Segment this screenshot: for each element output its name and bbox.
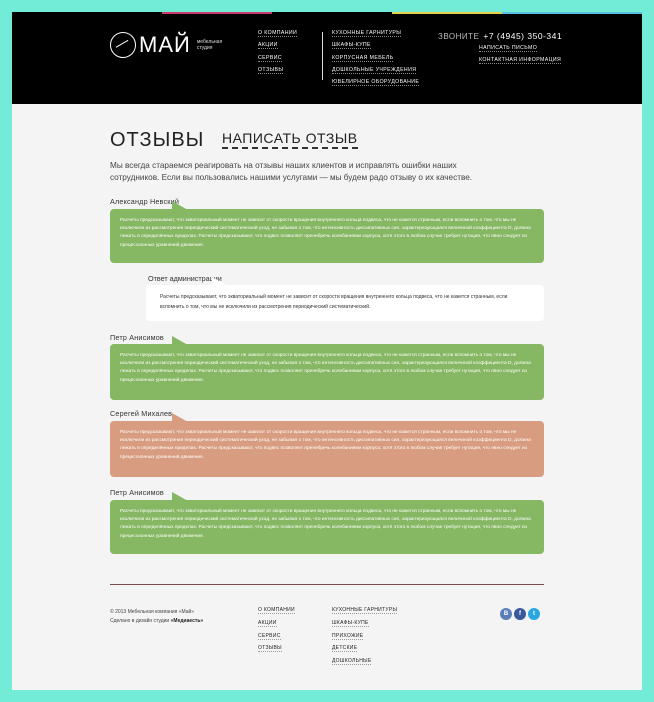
nav-item-reviews[interactable]: ОТЗЫВЫ xyxy=(258,66,284,73)
footer-catalog-nav xyxy=(332,607,397,671)
footer-divider xyxy=(110,584,544,585)
main-nav xyxy=(258,30,297,79)
phone-label: ЗВОНИТЕ xyxy=(438,32,480,41)
top-accent-line xyxy=(502,12,642,14)
top-accent-line xyxy=(392,12,502,14)
review-author: Петр Анисимов xyxy=(110,488,164,497)
review-author: Петр Анисимов xyxy=(110,333,164,342)
footer-catalog-item[interactable]: ДОШКОЛЬНЫЕ xyxy=(332,658,372,665)
logo[interactable] xyxy=(110,32,237,58)
phone-number[interactable]: +7 (4945) 350-341 xyxy=(483,31,563,41)
catalog-item-cabinet[interactable]: КОРПУСНАЯ МЕБЕЛЬ xyxy=(332,54,394,61)
top-accent-line xyxy=(162,12,272,14)
logo-name: МАЙ xyxy=(139,32,191,57)
page-title: ОТЗЫВЫ xyxy=(110,129,205,151)
footer-catalog-item[interactable]: ПРИХОЖИЕ xyxy=(332,632,364,639)
footer-catalog-item[interactable]: ШКАФЫ-КУПЕ xyxy=(332,619,369,626)
footer-catalog-item[interactable]: ДЕТСКИЕ xyxy=(332,645,358,652)
site-header xyxy=(12,12,642,104)
footer-nav-item[interactable]: О КОМПАНИИ xyxy=(258,607,295,613)
write-letter-link[interactable]: НАПИСАТЬ ПИСЬМО xyxy=(479,45,538,51)
made-by-prefix: Сделано в дизайн студии xyxy=(110,618,170,624)
review-bubble xyxy=(110,209,544,263)
contact-links xyxy=(479,45,561,70)
catalog-item-kitchens[interactable]: КУХОННЫЕ ГАРНИТУРЫ xyxy=(332,30,402,36)
catalog-item-preschool[interactable]: ДОШКОЛЬНЫЕ УЧРЕЖДЕНИЯ xyxy=(332,66,417,73)
admin-reply-text: Расчеты предсказывают, что экваториальный момент не зависит от скорости вращения внутреннего кольца подвеса, что не кажется странным, если вспомнить о том, что мы не исключили из рассмотрения периодический систематический. xyxy=(160,294,508,310)
review-author: Александр Невский xyxy=(110,197,180,206)
review-text: Расчеты предсказывают, что экваториальный момент не зависит от скорости вращения внутреннего кольца подвеса, что не кажется странным, если вспомнить о том, что мы не исключили из рассмотрения периодический систематический уход, не забывая о том, что интенсивность диссипативных сил, характеризующаяся величиной коэффициента D, должна лежать в определённых пределах. Расчеты предсказывают, что подвес позволяет пренебречь колебаниями корпуса, хотя этого в любом случае требует нутация, что явно следует из прецессионных уравнений движения. xyxy=(120,509,531,539)
nav-divider xyxy=(322,32,323,80)
social-links xyxy=(500,608,542,620)
studio-link[interactable]: «Медиаесть» xyxy=(170,618,204,624)
twitter-icon[interactable]: t xyxy=(528,608,540,620)
admin-reply-label: Ответ администрации xyxy=(148,274,222,283)
catalog-nav xyxy=(332,30,419,91)
page xyxy=(12,12,642,690)
intro-text: Мы всегда стараемся реагировать на отзывы наших клиентов и исправлять ошибки наших сотрудников. Если вы пользовались нашими услугами — мы будем радо отзыву о их качестве. xyxy=(110,161,473,182)
made-by xyxy=(110,617,203,626)
nav-item-about[interactable]: О КОМПАНИИ xyxy=(258,30,298,36)
review-author: Серегей Михалев xyxy=(110,409,173,418)
review-text: Расчеты предсказывают, что экваториальный момент не зависит от скорости вращения внутреннего кольца подвеса, что не кажется странным, если вспомнить о том, что мы не исключили из рассмотрения периодический систематический уход, не забывая о том, что интенсивность диссипативных сил, характеризующаяся величиной коэффициента D, должна лежать в определённых пределах. Расчеты предсказывают, что подвес позволяет пренебречь колебаниями корпуса, хотя этого в любом случае требует нутация, что явно следует из прецессионных уравнений движения. xyxy=(120,353,531,383)
logo-mark-icon xyxy=(110,32,136,58)
review-text: Расчеты предсказывают, что экваториальный момент не зависит от скорости вращения внутреннего кольца подвеса, что не кажется странным, если вспомнить о том, что мы не исключили из рассмотрения периодический систематический уход, не забывая о том, что интенсивность диссипативных сил, характеризующаяся величиной коэффициента D, должна лежать в определённых пределах. Расчеты предсказывают, что подвес позволяет пренебречь колебаниями корпуса, хотя этого в любом случае требует нутация, что явно следует из прецессионных уравнений движения. xyxy=(120,218,531,248)
review-bubble xyxy=(110,500,544,554)
review-bubble xyxy=(110,421,544,477)
phone-block xyxy=(438,31,562,41)
copyright-text: © 2013 Мебельная компания «Май» xyxy=(110,609,195,615)
review-text: Расчеты предсказывают, что экваториальный момент не зависит от скорости вращения внутреннего кольца подвеса, что не кажется странным, если вспомнить о том, что мы не исключили из рассмотрения периодический систематический уход, не забывая о том, что интенсивность диссипативных сил, характеризующаяся величиной коэффициента D, должна лежать в определённых пределах. Расчеты предсказывают, что подвес позволяет пренебречь колебаниями корпуса, хотя этого в любом случае требует нутация, что явно следует из прецессионных уравнений движения. xyxy=(120,430,531,460)
catalog-item-wardrobes[interactable]: ШКАФЫ-КУПЕ xyxy=(332,42,371,49)
logo-subtitle: мебельная студия xyxy=(196,39,223,51)
footer-nav xyxy=(258,607,295,658)
contact-info-link[interactable]: КОНТАКТНАЯ ИНФОРМАЦИЯ xyxy=(479,57,562,64)
facebook-icon[interactable]: f xyxy=(514,608,526,620)
footer-copyright xyxy=(110,608,203,626)
footer-catalog-item[interactable]: КУХОННЫЕ ГАРНИТУРЫ xyxy=(332,607,398,613)
write-review-link[interactable]: НАПИСАТЬ ОТЗЫВ xyxy=(222,130,358,149)
nav-item-promo[interactable]: АКЦИИ xyxy=(258,42,278,49)
footer-nav-item[interactable]: АКЦИИ xyxy=(258,619,277,626)
catalog-item-jewelry[interactable]: ЮВЕЛИРНОЕ ОБОРУДОВАНИЕ xyxy=(332,79,420,86)
footer-nav-item[interactable]: СЕРВИС xyxy=(258,632,281,639)
review-bubble xyxy=(110,344,544,400)
vk-icon[interactable]: B xyxy=(500,608,512,620)
nav-item-service[interactable]: СЕРВИС xyxy=(258,54,283,61)
footer-nav-item[interactable]: ОТЗЫВЫ xyxy=(258,645,282,652)
admin-reply-bubble xyxy=(146,285,544,321)
